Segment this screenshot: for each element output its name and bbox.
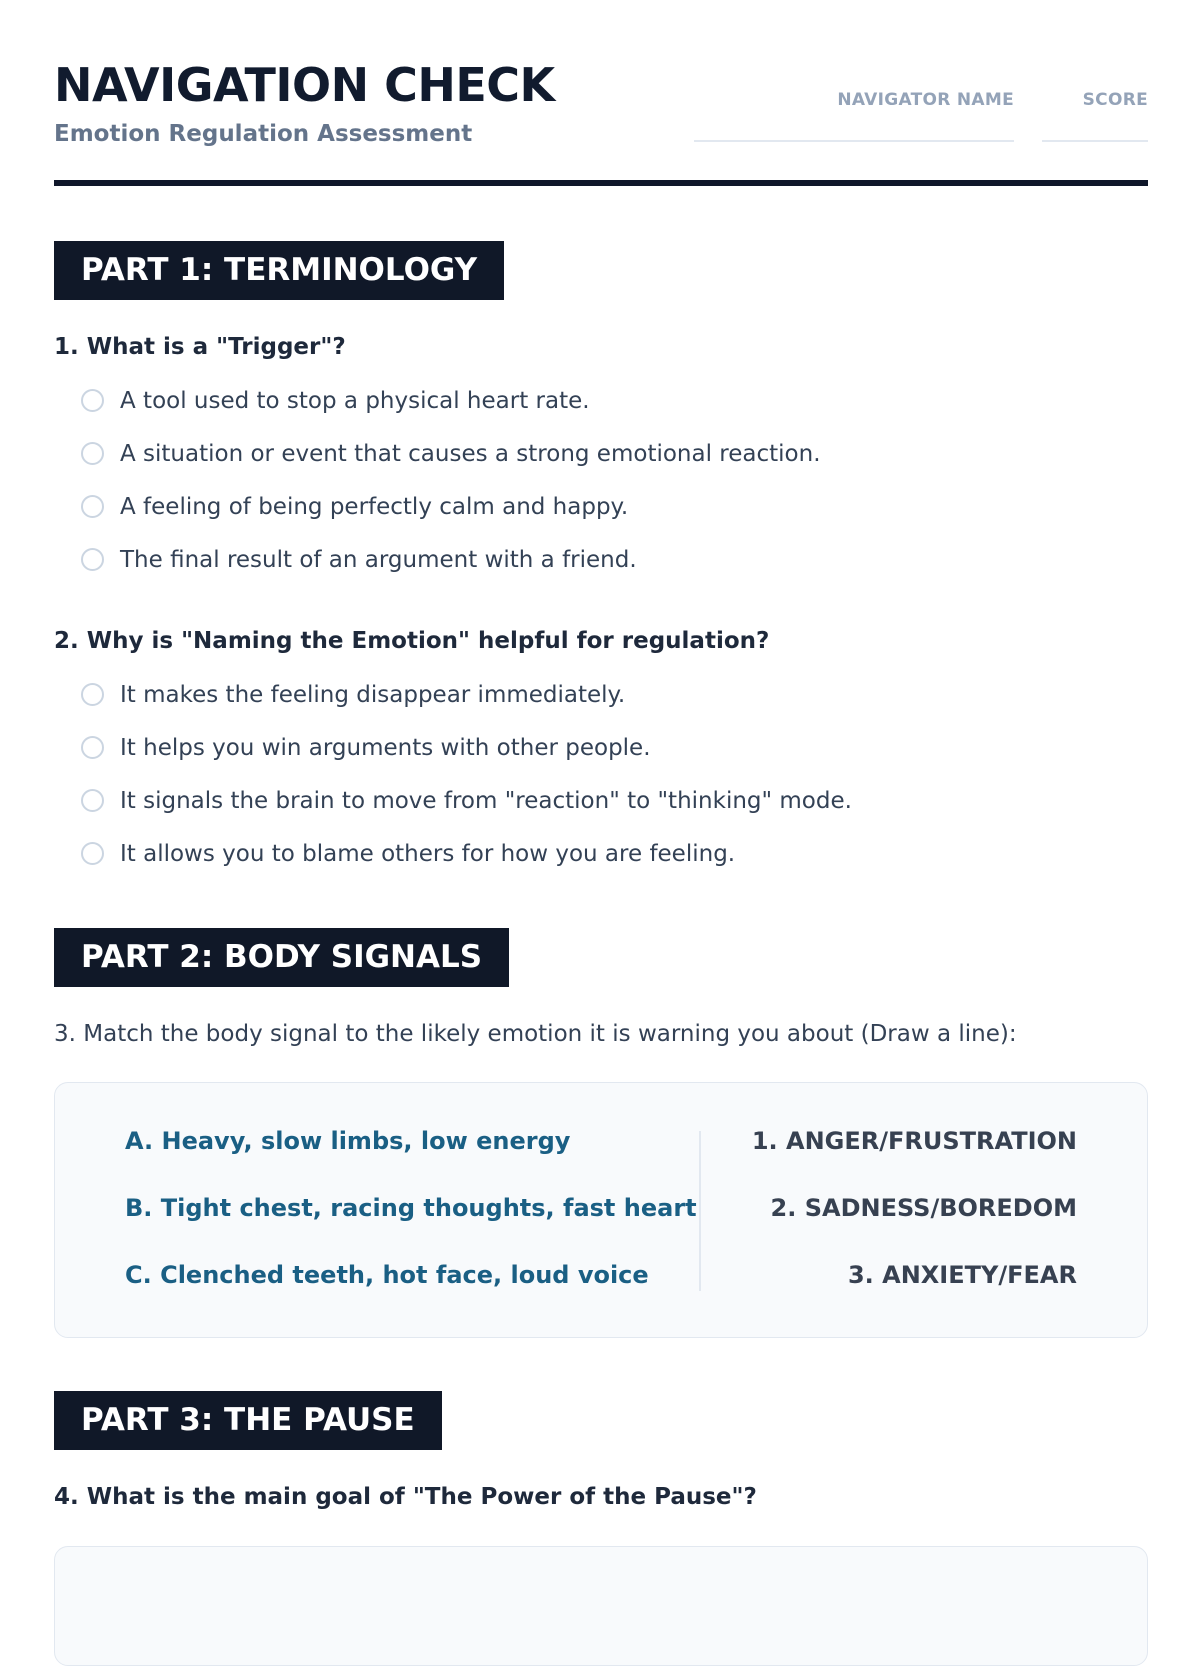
radio-button[interactable]	[81, 389, 104, 412]
part-2-heading: PART 2: BODY SIGNALS	[54, 928, 509, 987]
option-label: A tool used to stop a physical heart rate.	[120, 388, 590, 414]
matching-panel	[54, 1082, 1148, 1338]
answer-option[interactable]	[81, 387, 821, 440]
question-2: 2. Why is "Naming the Emotion" helpful for regulation?	[54, 628, 770, 654]
part-3-heading: PART 3: THE PAUSE	[54, 1391, 442, 1450]
option-label: It allows you to blame others for how you are feeling.	[120, 841, 736, 867]
answer-option[interactable]	[81, 840, 852, 893]
option-label: It makes the feeling disappear immediately.	[120, 682, 626, 708]
answer-panel[interactable]	[54, 1546, 1148, 1666]
assessment-page	[54, 0, 1148, 1600]
question-1: 1. What is a "Trigger"?	[54, 334, 346, 360]
score-line[interactable]	[1042, 140, 1148, 142]
radio-button[interactable]	[81, 683, 104, 706]
answer-option[interactable]	[81, 681, 852, 734]
option-label: It helps you win arguments with other people.	[120, 735, 651, 761]
answer-option[interactable]	[81, 787, 852, 840]
radio-button[interactable]	[81, 736, 104, 759]
emotion-item[interactable]: 2. SADNESS/BOREDOM	[770, 1194, 1077, 1222]
question-4: 4. What is the main goal of "The Power of the Pause"?	[54, 1484, 757, 1510]
question-1-options	[81, 387, 821, 599]
radio-button[interactable]	[81, 842, 104, 865]
page-subtitle: Emotion Regulation Assessment	[54, 121, 473, 147]
navigator-name-label: NAVIGATOR NAME	[837, 90, 1014, 110]
body-signal-item[interactable]: B. Tight chest, racing thoughts, fast heart	[125, 1194, 697, 1222]
radio-button[interactable]	[81, 548, 104, 571]
part-1-heading: PART 1: TERMINOLOGY	[54, 241, 504, 300]
radio-button[interactable]	[81, 495, 104, 518]
emotion-list	[752, 1127, 1077, 1328]
option-label: It signals the brain to move from "reaction" to "thinking" mode.	[120, 788, 852, 814]
navigator-name-line[interactable]	[694, 140, 1014, 142]
header-divider	[54, 180, 1148, 186]
page-title: NAVIGATION CHECK	[54, 58, 555, 112]
answer-option[interactable]	[81, 493, 821, 546]
emotion-item[interactable]: 1. ANGER/FRUSTRATION	[751, 1127, 1077, 1155]
question-3-prompt: 3. Match the body signal to the likely emotion it is warning you about (Draw a line):	[54, 1021, 1017, 1047]
answer-option[interactable]	[81, 734, 852, 787]
body-signal-item[interactable]: A. Heavy, slow limbs, low energy	[125, 1127, 571, 1155]
body-signal-list	[125, 1127, 697, 1328]
answer-option[interactable]	[81, 440, 821, 493]
option-label: A situation or event that causes a strong emotional reaction.	[120, 441, 821, 467]
option-label: A feeling of being perfectly calm and happy.	[120, 494, 629, 520]
question-2-options	[81, 681, 852, 893]
page-header	[54, 56, 1148, 186]
radio-button[interactable]	[81, 442, 104, 465]
option-label: The final result of an argument with a friend.	[120, 547, 637, 573]
score-label: SCORE	[1082, 90, 1148, 110]
answer-option[interactable]	[81, 546, 821, 599]
emotion-item[interactable]: 3. ANXIETY/FEAR	[847, 1261, 1077, 1289]
radio-button[interactable]	[81, 789, 104, 812]
navigator-name-field[interactable]	[694, 90, 1014, 142]
score-field[interactable]	[1042, 90, 1148, 142]
body-signal-item[interactable]: C. Clenched teeth, hot face, loud voice	[125, 1261, 649, 1289]
match-divider	[699, 1131, 701, 1291]
